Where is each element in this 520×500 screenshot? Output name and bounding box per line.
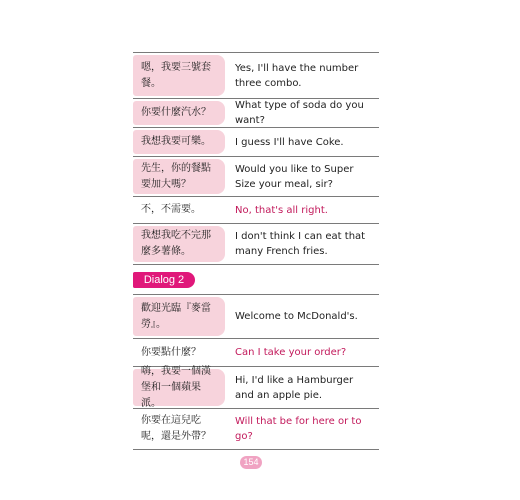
dialog-row <box>133 223 379 265</box>
chinese-line: 嗯，我要三號套餐。 <box>133 55 225 96</box>
chinese-line: 你要點什麼？ <box>141 346 201 358</box>
english-line: Yes, I'll have the number three combo. <box>235 62 359 89</box>
dialog-2-heading: Dialog 2 <box>133 272 195 288</box>
dialog-row <box>133 52 379 98</box>
english-line: I don't think I can eat that many French fries. <box>235 231 366 257</box>
chinese-line: 不，不需要。 <box>141 204 201 215</box>
chinese-line: 歡迎光臨『麥當勞』。 <box>133 297 225 336</box>
chinese-line: 你要在這兒吃呢，還是外帶？ <box>141 415 211 442</box>
dialog-row <box>133 366 379 408</box>
chinese-line: 先生，你的餐點要加大嗎？ <box>133 159 225 194</box>
page-number: 154 <box>240 456 262 469</box>
english-line: Can I take your order? <box>235 347 347 358</box>
dialog-row <box>133 156 379 196</box>
chinese-line: 嗨，我要一個漢堡和一個蘋果派。 <box>133 369 225 406</box>
english-line: Hi, I'd like a Hamburger and an apple pie. <box>235 374 354 401</box>
english-line: I guess I'll have Coke. <box>235 136 344 148</box>
chinese-line: 我想我吃不完那麼多薯條。 <box>133 226 225 262</box>
english-line: Would you like to Super Size your meal, sir? <box>235 163 354 190</box>
dialog-row <box>133 127 379 156</box>
english-line: Will that be for here or to go? <box>235 416 362 442</box>
dialog-row <box>133 408 379 450</box>
dialog-2-table <box>133 294 379 450</box>
chinese-line: 你要什麼汽水？ <box>133 101 225 125</box>
dialog-row <box>133 98 379 127</box>
chinese-line: 我想我要可樂。 <box>133 130 225 154</box>
dialog-row <box>133 196 379 223</box>
english-line: No, that's all right. <box>235 204 328 216</box>
english-line: What type of soda do you want? <box>235 100 364 126</box>
dialog-1-table <box>133 52 379 265</box>
english-line: Welcome to McDonald's. <box>235 311 358 322</box>
dialog-row <box>133 294 379 338</box>
dialog-row <box>133 338 379 366</box>
